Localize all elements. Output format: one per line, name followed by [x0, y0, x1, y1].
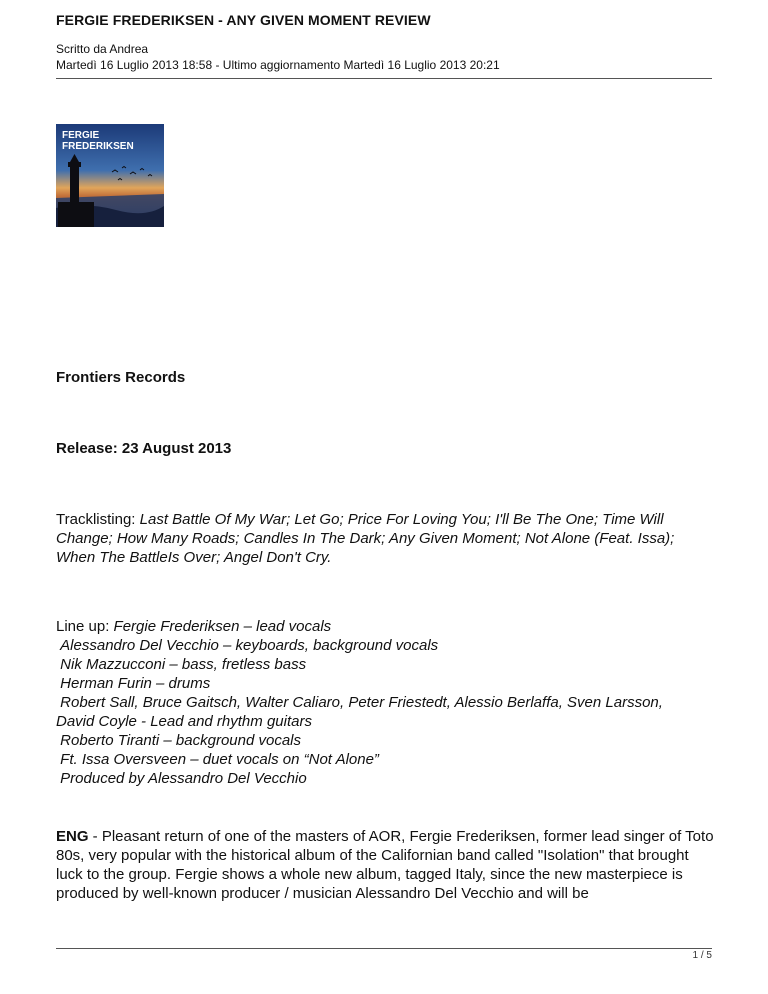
footer-divider — [56, 948, 712, 949]
lineup-member: Alessandro Del Vecchio – keyboards, background vocals — [60, 637, 439, 654]
lineup-member: Roberto Tiranti – background vocals — [60, 732, 301, 749]
page-number: 1 / 5 — [692, 950, 712, 961]
review-body: - Pleasant return of one of the masters of AOR, Fergie Frederiksen, former lead singer of Toto 80s, very popular with the historical album of the Californian band called "Isolation" that brought luck to the group. Fergie shows a whole new album, tagged Italy, since the new masterpiece is produced by well-known producer / musician Alessandro Del Vecchio and will be — [56, 828, 714, 902]
header-divider — [56, 78, 712, 79]
document-title: FERGIE FREDERIKSEN - ANY GIVEN MOMENT REVIEW — [56, 12, 431, 28]
lineup-member: Fergie Frederiksen – lead vocals — [113, 618, 332, 635]
document-header — [56, 12, 712, 73]
album-cover — [56, 124, 164, 227]
lineup-member: Produced by Alessandro Del Vecchio — [60, 770, 307, 787]
album-cover-art — [56, 124, 164, 227]
lineup-member: Herman Furin – drums — [60, 675, 211, 692]
lineup-member: Ft. Issa Oversveen – duet vocals on “Not Alone” — [60, 751, 379, 768]
cover-artist-line2: FREDERIKSEN — [62, 141, 134, 152]
lineup-prefix: Line up: — [56, 618, 114, 635]
date-line: Martedì 16 Luglio 2013 18:58 - Ultimo aggiornamento Martedì 16 Luglio 2013 20:21 — [56, 58, 500, 72]
tracklist-tracks: Last Battle Of My War; Let Go; Price For Loving You; I'll Be The One; Time Will Change; How Many Roads; Candles In The Dark; Any Given Moment; Not Alone (Feat. Issa); When The BattleIs Over; Angel Don't Cry. — [56, 511, 675, 566]
tracklist — [56, 510, 716, 567]
tracklist-prefix: Tracklisting: — [56, 511, 140, 528]
lineup-member: Nik Mazzucconi – bass, fretless bass — [60, 656, 307, 673]
lineup — [56, 617, 716, 788]
release-date: Release: 23 August 2013 — [56, 440, 232, 457]
review-language: ENG — [56, 828, 89, 845]
lineup-member: Robert Sall, Bruce Gaitsch, Walter Caliaro, Peter Friestedt, Alessio Berlaffa, Sven Larsson, — [60, 694, 663, 711]
article-meta — [56, 41, 712, 73]
record-label: Frontiers Records — [56, 369, 186, 386]
review-text — [56, 827, 716, 903]
cover-artist-line1: FERGIE — [62, 130, 100, 141]
author-line: Scritto da Andrea — [56, 42, 149, 56]
lineup-member: David Coyle - Lead and rhythm guitars — [56, 713, 312, 730]
